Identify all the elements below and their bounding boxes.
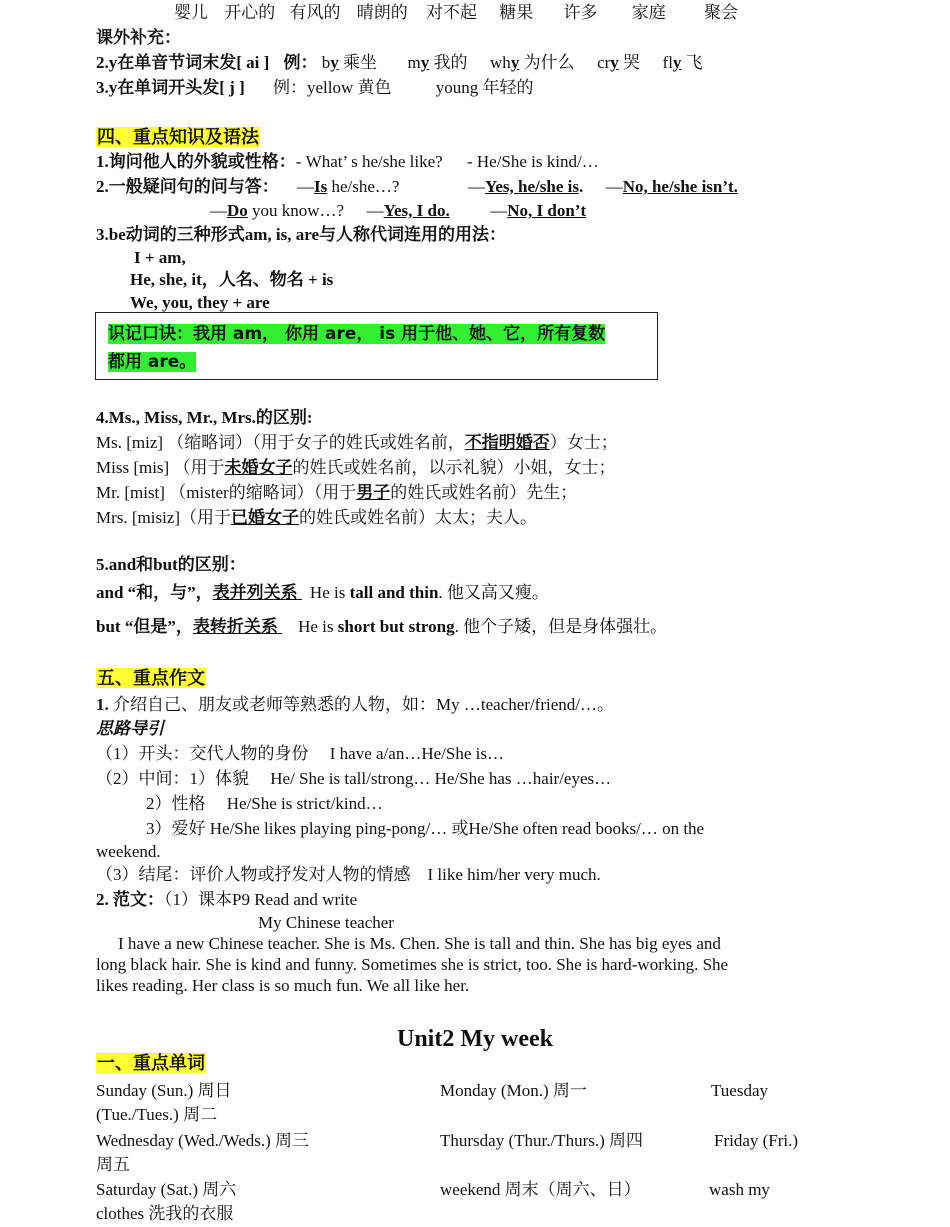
guide-4: 3）爱好 He/She likes playing ping-pong/… 或He/She often read books/… on the	[146, 819, 705, 838]
section-4-title: 四、重点知识及语法	[97, 127, 259, 147]
composition-2: 2. 范文：（1）课本P9 Read and write	[96, 890, 358, 909]
guide-title: 思路导引	[96, 719, 164, 738]
vocab-wash-cont: clothes 洗我的衣服	[96, 1204, 234, 1223]
word: 家庭	[631, 3, 666, 22]
essay-line-2: long black hair. She is kind and funny. Sometimes she is strict, too. She is hard-working. She	[96, 955, 729, 974]
vocab-sunday: Sunday (Sun.) 周日	[96, 1081, 232, 1100]
guide-5: （3）结尾：评价人物或抒发对人物的情感 I like him/her very much.	[96, 865, 601, 884]
word: 糖果	[499, 3, 534, 22]
vocab-weekend: weekend 周末（周六、日）	[440, 1180, 641, 1199]
word: 对不起	[426, 3, 477, 22]
guide-3: 2）性格 He/She is strict/kind…	[146, 794, 383, 813]
word: 开心的	[224, 3, 276, 22]
mnemonic-text: 识记口诀：我用 am， 你用 are， is 用于他、她、它，所有复数 都用 are。	[108, 324, 606, 372]
section-5-title: 五、重点作文	[97, 668, 205, 688]
vocab-saturday: Saturday (Sat.) 周六	[96, 1180, 237, 1199]
top-word-row	[174, 2, 738, 24]
essay-line-1: I have a new Chinese teacher. She is Ms. Chen. She is tall and thin. She has big eyes and	[118, 934, 721, 953]
miss-line: Miss [mis] （用于未婚女子的姓氏或姓名前，以示礼貌）小姐，女士；	[96, 458, 616, 477]
rule-2: 2.y在单音节词末发[ ai ] 例： by 乘坐 my 我的 why 为什么 cry 哭 fly 飞	[96, 53, 703, 72]
point-2: 2.一般疑问句的问与答： —Is he/she…? —Yes, he/she is. —No, he/she isn’t.	[96, 177, 738, 196]
rule-3: 3.y在单词开头发[ j ] 例：yellow 黄色 young 年轻的	[96, 78, 534, 97]
point-5-head: 5.and和but的区别：	[96, 555, 246, 574]
but-line: but “但是”，表转折关系 He is short but strong. 他个子矮，但是身体强壮。	[96, 617, 668, 636]
extra-title: 课外补充：	[96, 28, 181, 47]
vocab-tuesday: Tuesday	[711, 1081, 768, 1100]
guide-1: （1）开头：交代人物的身份 I have a/an…He/She is…	[96, 744, 504, 763]
point-3-head: 3.be动词的三种形式am, is, are与人称代词连用的用法：	[96, 225, 507, 244]
vocab-thursday: Thursday (Thur./Thurs.) 周四	[440, 1131, 644, 1150]
guide-4b: weekend.	[96, 842, 161, 861]
mrs-line: Mrs. [misiz]（用于已婚女子的姓氏或姓名前）太太；夫人。	[96, 508, 538, 527]
vocab-friday-cont: 周五	[96, 1155, 130, 1174]
point-2-line-2: —Do you know…? —Yes, I do. —No, I don’t	[210, 201, 587, 220]
essay-line-3: likes reading. Her class is so much fun. We all like her.	[96, 976, 470, 995]
vocab-wednesday: Wednesday (Wed./Weds.) 周三	[96, 1131, 310, 1150]
mr-line: Mr. [mist] （mister的缩略词）（用于男子的姓氏或姓名前）先生；	[96, 483, 578, 502]
vocab-friday: Friday (Fri.)	[714, 1131, 799, 1150]
point-3-l2: He, she, it，人名、物名 + is	[130, 270, 334, 289]
guide-2: （2）中间：1）体貌 He/ She is tall/strong… He/She has …hair/eyes…	[96, 769, 612, 788]
point-1: 1.询问他人的外貌或性格：- What’ s he/she like? - He/She is kind/…	[96, 152, 599, 171]
unit-title: Unit2 My week	[397, 1026, 553, 1052]
point-3-l3: We, you, they + are	[130, 293, 270, 312]
and-line: and “和，与”，表并列关系 He is tall and thin. 他又高又瘦。	[96, 583, 549, 602]
word: 婴儿	[174, 3, 208, 22]
word: 有风的	[289, 3, 341, 22]
vocab-tuesday-cont: (Tue./Tues.) 周二	[96, 1105, 218, 1124]
word: 晴朗的	[356, 3, 408, 22]
composition-1: 1. 介绍自己、朋友或老师等熟悉的人物，如：My …teacher/friend/…。	[96, 695, 614, 714]
word: 许多	[563, 3, 598, 22]
vocab-wash: wash my	[709, 1180, 770, 1199]
word: 聚会	[704, 3, 738, 22]
unit2-section-1: 一、重点单词	[97, 1053, 205, 1073]
point-4-head: 4.Ms., Miss, Mr., Mrs.的区别:	[96, 408, 313, 427]
essay-title: My Chinese teacher	[258, 913, 394, 932]
vocab-monday: Monday (Mon.) 周一	[440, 1081, 587, 1100]
ms-line: Ms. [miz] （缩略词）（用于女子的姓氏或姓名前，不指明婚否）女士；	[96, 433, 618, 452]
point-3-l1: I + am,	[134, 248, 186, 267]
